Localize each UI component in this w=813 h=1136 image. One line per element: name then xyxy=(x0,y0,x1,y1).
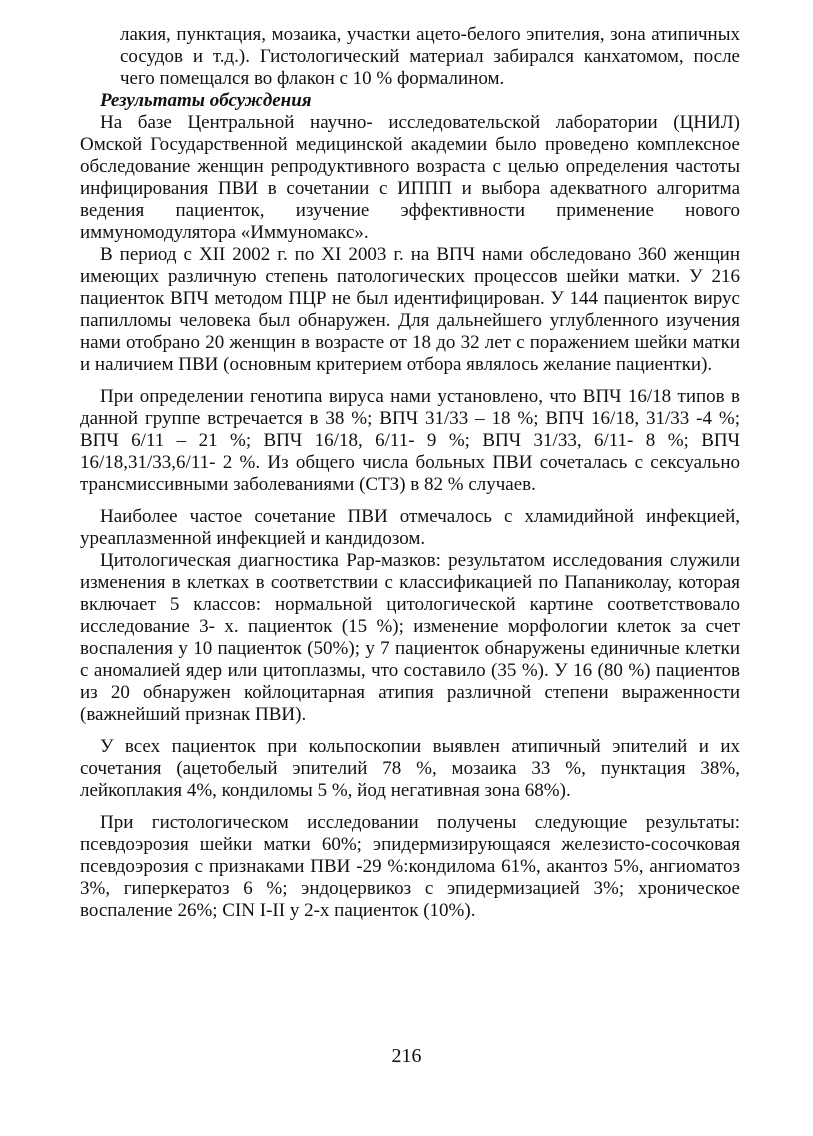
paragraph-cnil: На базе Центральной научно- исследовательской лаборатории (ЦНИЛ) Омской Государственной медицинской академии было проведено комплексное обследование женщин репродуктивного возраста с целью определения частоты инфицирования ПВИ в сочетании с ИППП и выбора адекватного алгоритма ведения пациенток, изучение эффективности применение нового иммуномодулятора «Иммуномакс». xyxy=(80,112,740,243)
paragraph-colposcopy: У всех пациенток при кольпоскопии выявлен атипичный эпителий и их сочетания (ацетобелый эпителий 78 %, мозаика 33 %, пунктация 38%, лейкоплакия 4%, кондиломы 5 %, йод негативная зона 68%). xyxy=(80,736,740,801)
paragraph-study-period: В период с XII 2002 г. по XI 2003 г. на ВПЧ нами обследовано 360 женщин имеющих различную степень патологических процессов шейки матки. У 216 пациенток ВПЧ методом ПЦР не был идентифицирован. У 144 пациенток вирус папилломы человека был обнаружен. Для дальнейшего углубленного изучения нами отобрано 20 женщин в возрасте от 18 до 32 лет с поражением шейки матки и наличием ПВИ (основным критерием отбора являлось желание пациентки). xyxy=(80,244,740,375)
page-number: 216 xyxy=(391,1045,422,1067)
continuation-paragraph: лакия, пунктация, мозаика, участки ацето-белого эпителия, зона атипичных сосудов и т.д.). Гистологический материал забирался канхатомом, после чего помещался во флакон с 10 % формалином. xyxy=(120,24,740,89)
paragraph-combination: Наиболее частое сочетание ПВИ отмечалось с хламидийной инфекцией, уреаплазменной инфекцией и кандидозом. xyxy=(80,506,740,549)
paragraph-cytology: Цитологическая диагностика Рар-мазков: результатом исследования служили изменения в клетках в соответствии с классификацией по Папаниколау, которая включает 5 классов: нормальной цитологической картине соответствовало исследование 3- х. пациенток (15 %); изменение морфологии клеток за счет воспаления у 10 пациенток (50%); у 7 пациенток обнаружены единичные клетки с аномалией ядер или цитоплазмы, что составило (35 %). У 16 (80 %) пациентов из 20 обнаружен койлоцитарная атипия различной степени выраженности (важнейший признак ПВИ). xyxy=(80,550,740,725)
document-page xyxy=(80,24,740,922)
paragraph-histology: При гистологическом исследовании получены следующие результаты: псевдоэрозия шейки матки 60%; эпидермизирующаяся железисто-сосочковая псевдоэрозия с признаками ПВИ -29 %:кондилома 61%, акантоз 5%, ангиоматоз 3%, гиперкератоз 6 %; эндоцервикоз с эпидермизацией 3%; хроническое воспаление 26%; CIN I-II у 2-х пациенток (10%). xyxy=(80,812,740,921)
section-heading: Результаты обсуждения xyxy=(100,90,312,111)
paragraph-genotype: При определении генотипа вируса нами установлено, что ВПЧ 16/18 типов в данной группе встречается в 38 %; ВПЧ 31/33 – 18 %; ВПЧ 16/18, 31/33 -4 %; ВПЧ 6/11 – 21 %; ВПЧ 16/18, 6/11- 9 %; ВПЧ 31/33, 6/11- 8 %; ВПЧ 16/18,31/33,6/11- 2 %. Из общего числа больных ПВИ сочеталась с сексуально трансмиссивными заболеваниями (СТЗ) в 82 % случаев. xyxy=(80,386,740,495)
